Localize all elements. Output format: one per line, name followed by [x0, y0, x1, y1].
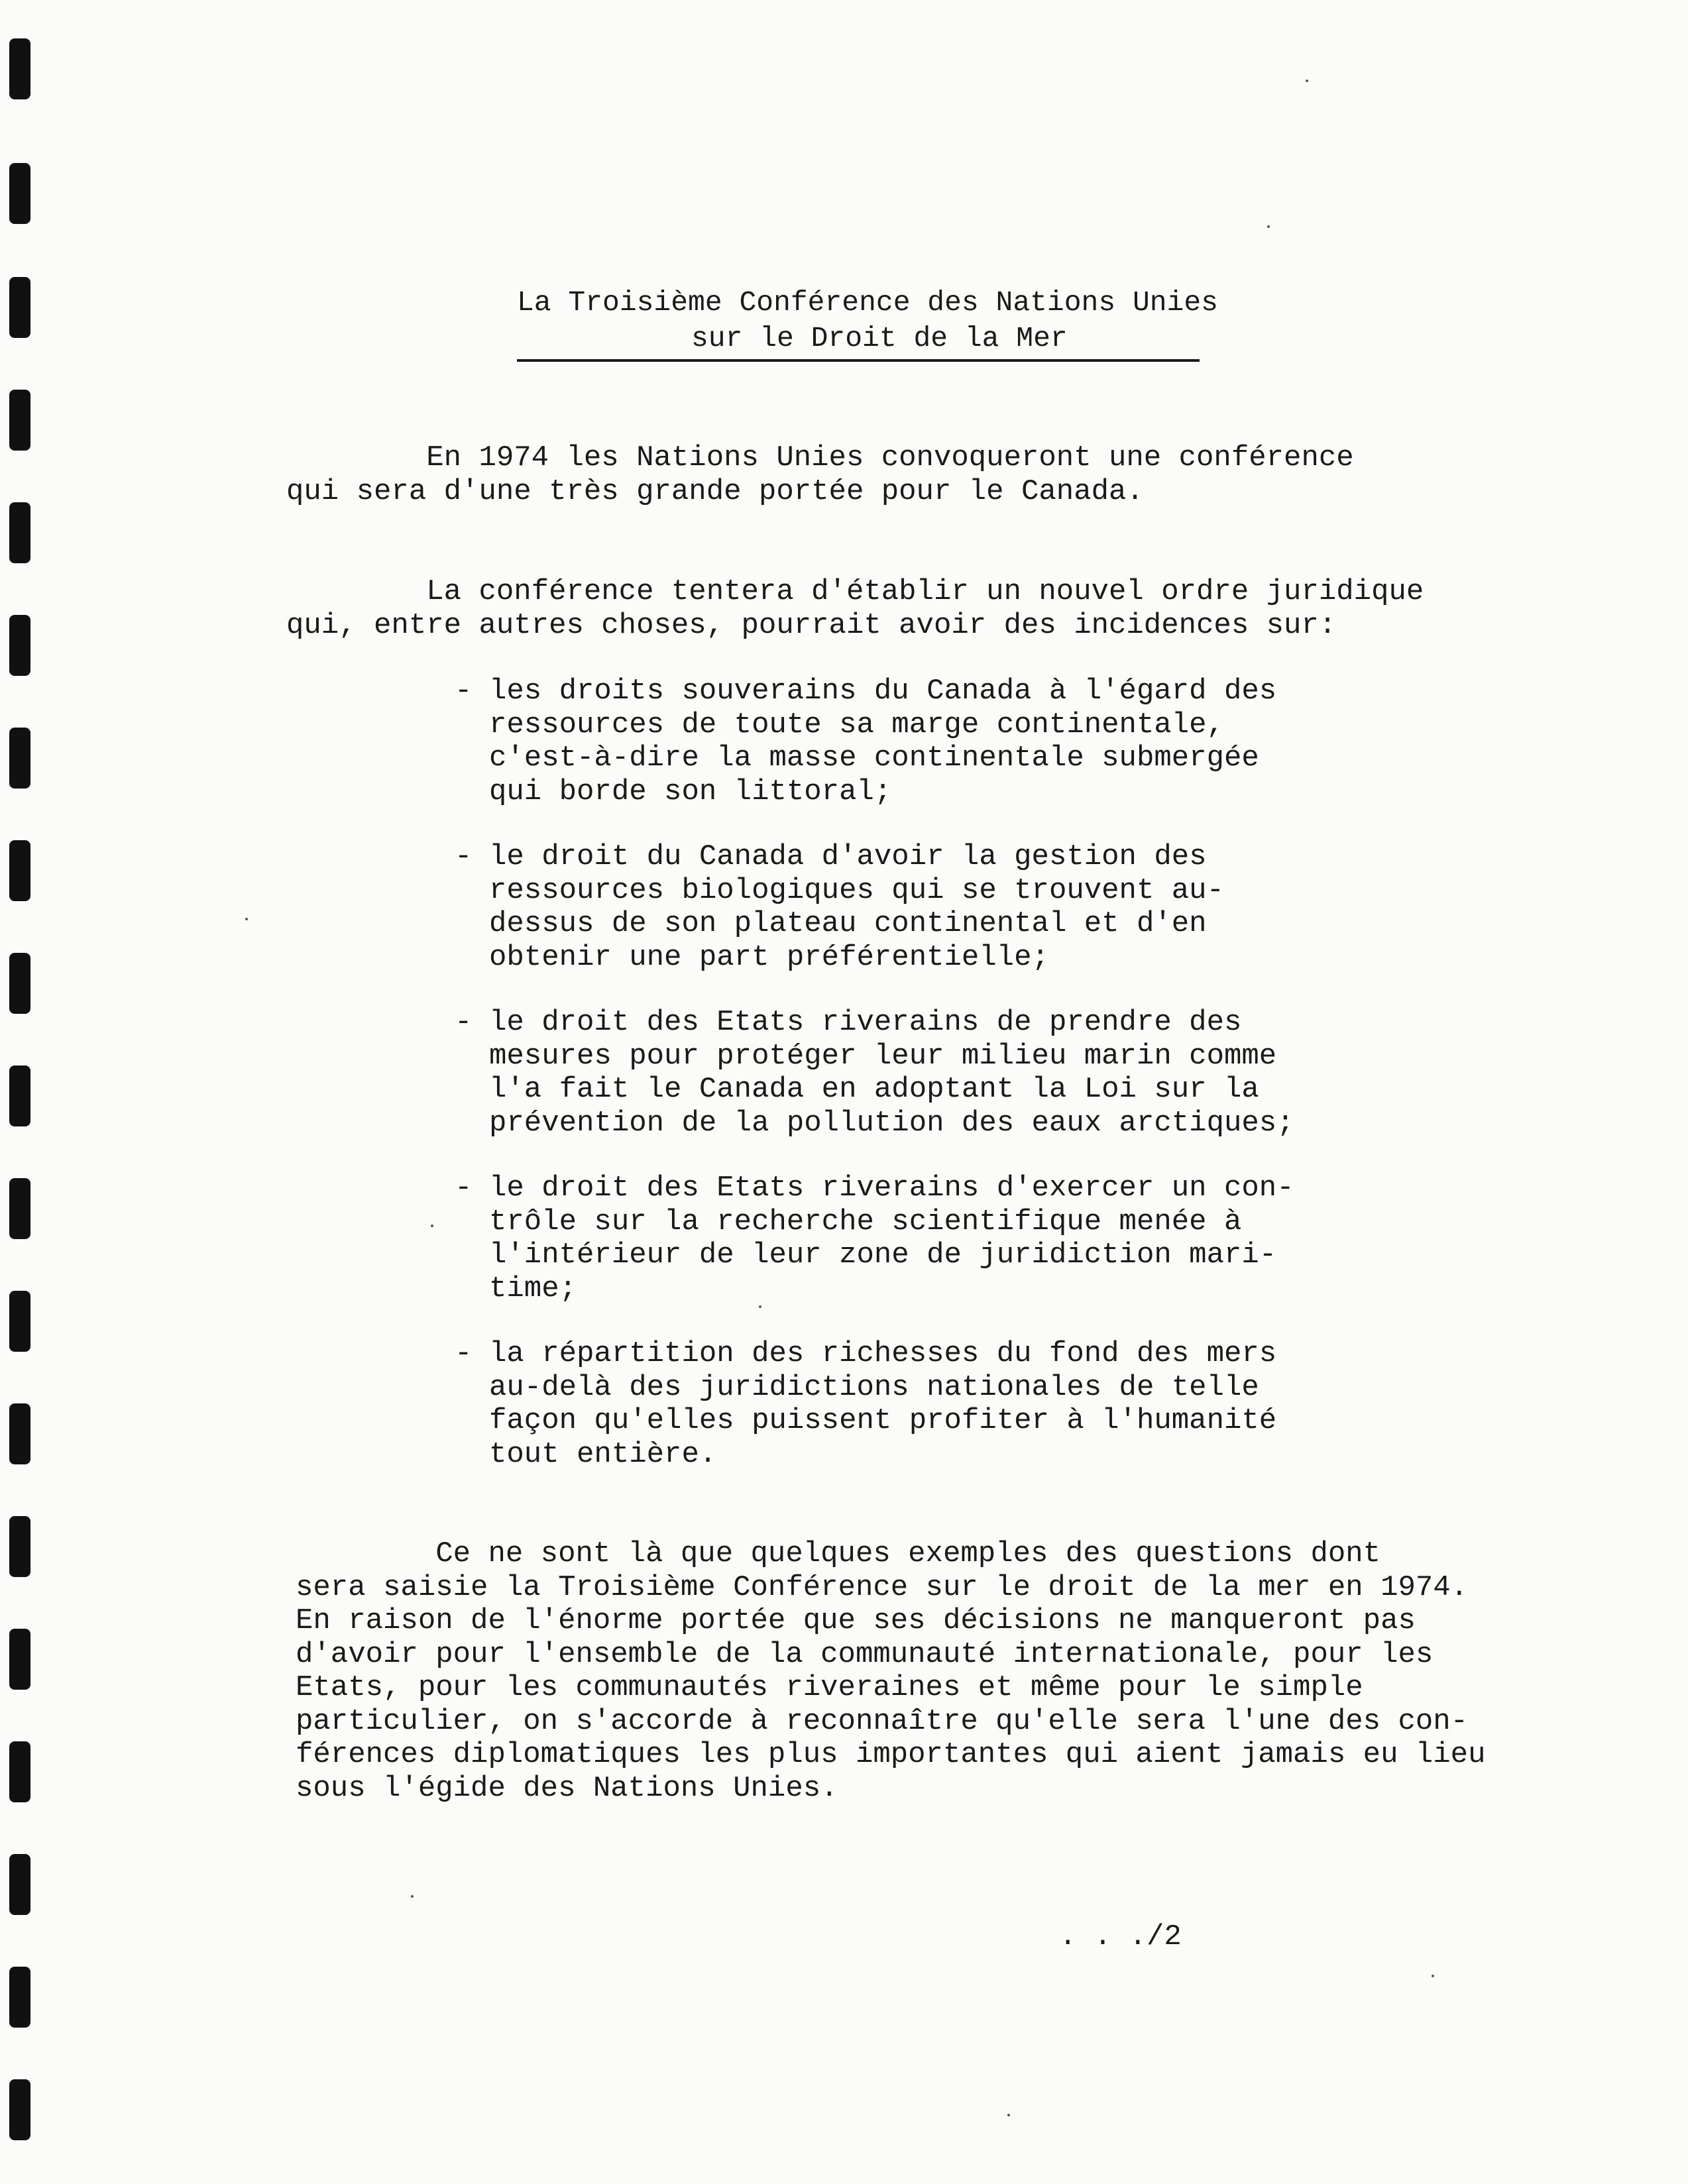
- binder-mark: [9, 1967, 30, 2028]
- bullet-text: le droit du Canada d'avoir la gestion des ressources biologiques qui se trouvent au- dessus de son plateau continental et d'en obtenir une part préférentielle;: [489, 840, 1224, 974]
- scan-speck: [245, 918, 248, 920]
- binder-mark: [9, 1403, 30, 1464]
- title-line-1: La Troisième Conférence des Nations Unies: [517, 286, 1218, 319]
- binder-mark: [9, 390, 30, 451]
- binder-hole-marks: [9, 0, 36, 2184]
- scan-speck: [1432, 1975, 1434, 1977]
- binder-mark: [9, 728, 30, 789]
- title-line-2: sur le Droit de la Mer: [691, 322, 1068, 355]
- bullet-text: la répartition des richesses du fond des mers au-delà des juridictions nationales de telle façon qu'elles puissent profiter à l'humanité tout entière.: [489, 1337, 1277, 1471]
- binder-mark: [9, 163, 30, 224]
- bullet-text: le droit des Etats riverains d'exercer un con- trôle sur la recherche scientifique menée à l'intérieur de leur zone de juridiction mari- time;: [489, 1172, 1294, 1305]
- scan-speck: [411, 1895, 414, 1898]
- bullet-dash: -: [455, 1172, 473, 1205]
- bullet-text: les droits souverains du Canada à l'égard des ressources de toute sa marge continentale, c'est-à-dire la masse continentale submergée qui borde son littoral;: [489, 675, 1277, 808]
- binder-mark: [9, 502, 30, 563]
- scan-speck: [1267, 225, 1270, 228]
- scan-speck: [1306, 80, 1308, 82]
- scan-speck: [1007, 2114, 1010, 2116]
- title-underline: [517, 359, 1200, 362]
- binder-mark: [9, 277, 30, 338]
- conference-paragraph: La conférence tentera d'établir un nouvel ordre juridique qui, entre autres choses, pourrait avoir des incidences sur:: [286, 575, 1424, 642]
- binder-mark: [9, 953, 30, 1014]
- scan-speck: [431, 1225, 433, 1227]
- binder-mark: [9, 38, 30, 99]
- binder-mark: [9, 1516, 30, 1577]
- binder-mark: [9, 2079, 30, 2140]
- binder-mark: [9, 840, 30, 901]
- bullet-text: le droit des Etats riverains de prendre des mesures pour protéger leur milieu marin comme l'a fait le Canada en adoptant la Loi sur la prévention de la pollution des eaux arctiques;: [489, 1006, 1294, 1140]
- page-continuation: . . ./2: [1059, 1920, 1182, 1953]
- binder-mark: [9, 1291, 30, 1352]
- bullet-dash: -: [455, 1337, 473, 1370]
- bullet-dash: -: [455, 840, 473, 873]
- binder-mark: [9, 1629, 30, 1690]
- binder-mark: [9, 1854, 30, 1915]
- scan-speck: [759, 1305, 761, 1308]
- binder-mark: [9, 1065, 30, 1126]
- binder-mark: [9, 1741, 30, 1802]
- closing-paragraph: Ce ne sont là que quelques exemples des questions dont sera saisie la Troisième Conférence sur le droit de la mer en 1974. En raison de l'énorme portée que ses décisions ne manqueront pas d'avoir pour l'ensemble de la communauté internationale, pour les Etats, pour les communautés riveraines et même pour le simple particulier, on s'accorde à reconnaître qu'elle sera l'une des con- férences diplomatiques les plus importantes qui aient jamais eu lieu sous l'égide des Nations Unies.: [296, 1537, 1486, 1805]
- intro-paragraph: En 1974 les Nations Unies convoqueront une conférence qui sera d'une très grande portée pour le Canada.: [286, 441, 1354, 508]
- bullet-dash: -: [455, 675, 473, 708]
- binder-mark: [9, 1178, 30, 1239]
- bullet-dash: -: [455, 1006, 473, 1039]
- binder-mark: [9, 615, 30, 676]
